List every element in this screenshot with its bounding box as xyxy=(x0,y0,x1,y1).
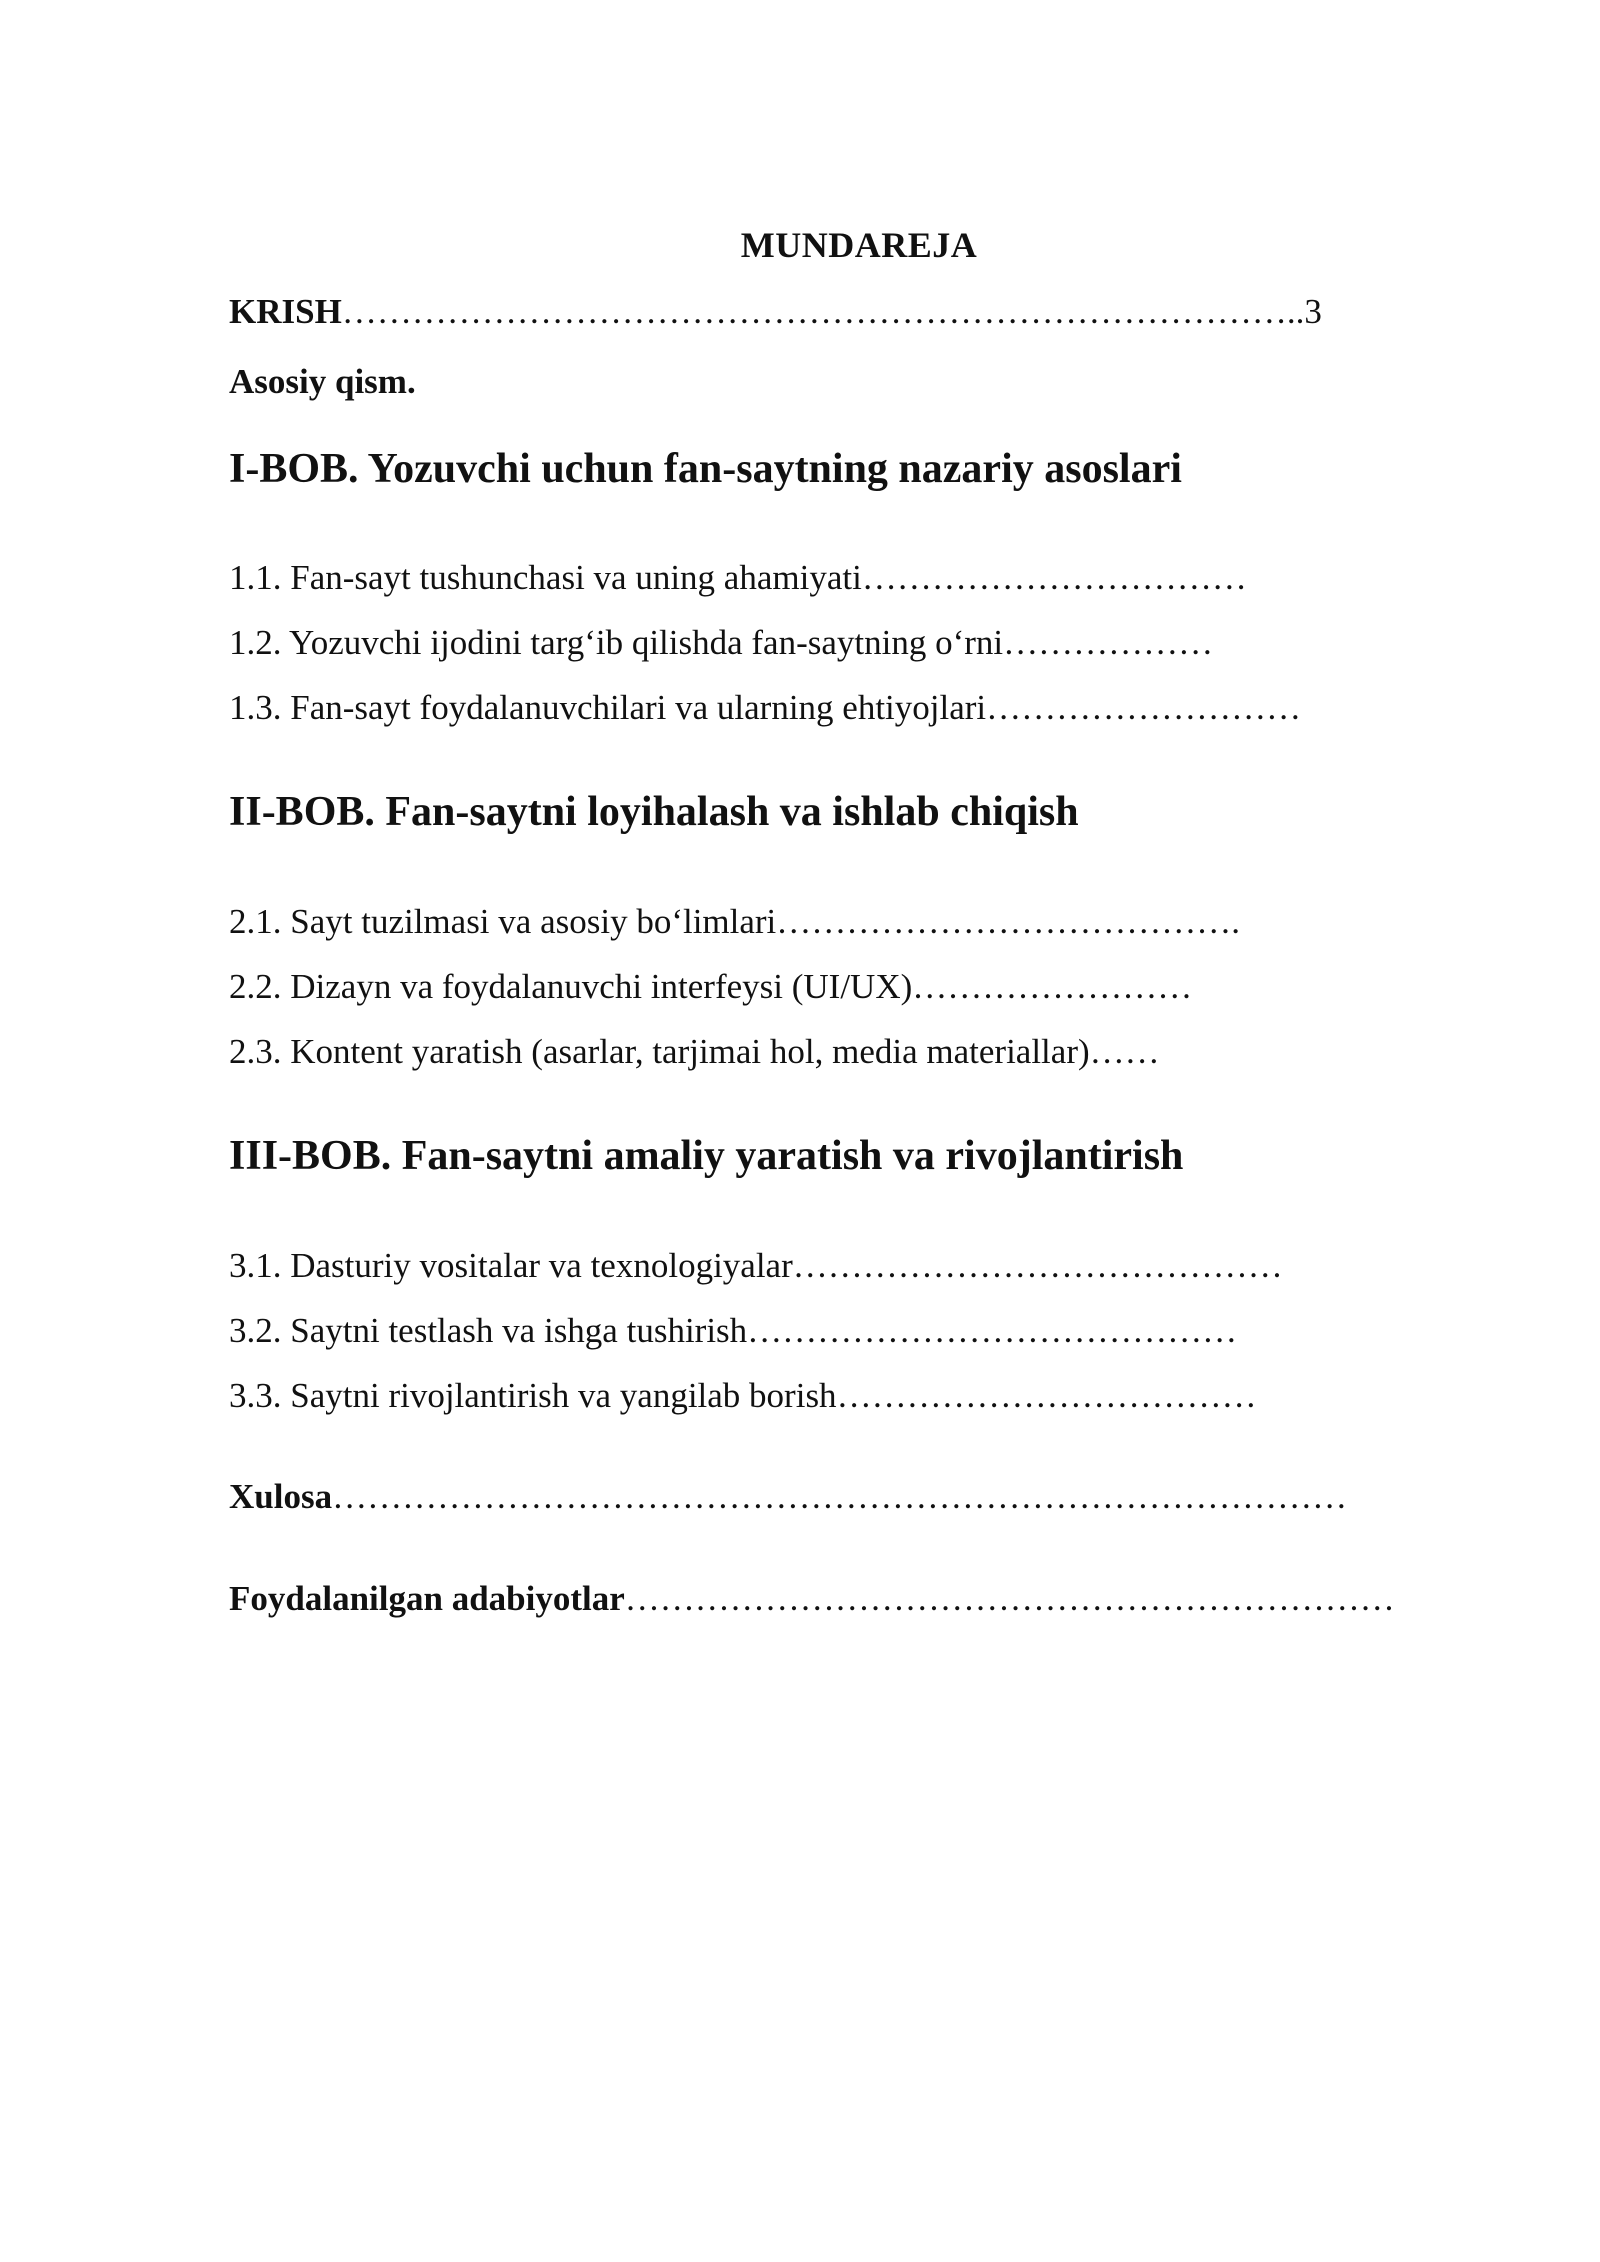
toc-section-label: 3.2. Saytni testlash va ishga tushirish xyxy=(229,1311,748,1350)
toc-leader-dots: …………………………………… xyxy=(792,1246,1283,1285)
toc-section-item xyxy=(229,969,1192,1004)
toc-page-number: 3 xyxy=(1304,292,1322,331)
toc-section-label: 3.1. Dasturiy vositalar va texnologiyalar xyxy=(229,1246,793,1285)
toc-entry-label: KRISH xyxy=(229,292,342,331)
toc-leader-dots: ……………………………… xyxy=(836,1376,1257,1415)
toc-section-label: 1.3. Fan-sayt foydalanuvchilari va ularning ehtiyojlari xyxy=(229,688,987,727)
toc-leader-dots: ………………………………………………………… xyxy=(624,1579,1395,1618)
toc-section-item xyxy=(229,1248,1283,1283)
toc-leader-dots: …… xyxy=(1089,1032,1160,1071)
chapter-heading: II-BOB. Fan-saytni loyihalash va ishlab chiqish xyxy=(229,789,1079,835)
toc-leader-dots: …………………………… xyxy=(861,558,1247,597)
toc-leader-dots: ……………………………………………………………………….. xyxy=(341,292,1305,331)
toc-entry-label: Xulosa xyxy=(229,1477,333,1516)
toc-leader-dots: …………………… xyxy=(912,967,1193,1006)
toc-section-item xyxy=(229,1034,1160,1069)
toc-entry-intro xyxy=(229,294,1322,329)
toc-section-item xyxy=(229,690,1301,725)
toc-entry-references xyxy=(229,1581,1395,1616)
toc-section-label: 2.1. Sayt tuzilmasi va asosiy bo‘limlari xyxy=(229,902,777,941)
chapter-heading: I-BOB. Yozuvchi uchun fan-saytning nazariy asoslari xyxy=(229,446,1182,492)
toc-entry-label: Foydalanilgan adabiyotlar xyxy=(229,1579,625,1618)
toc-leader-dots: …………………………………. xyxy=(776,902,1241,941)
toc-section-item xyxy=(229,1313,1237,1348)
page-title: MUNDAREJA xyxy=(740,225,978,265)
toc-section-item xyxy=(229,904,1240,939)
toc-section-item xyxy=(229,1378,1257,1413)
toc-leader-dots: …………………………………… xyxy=(747,1311,1238,1350)
toc-section-label: 2.3. Kontent yaratish (asarlar, tarjimai hol, media materiallar) xyxy=(229,1032,1090,1071)
chapter-heading: III-BOB. Fan-saytni amaliy yaratish va rivojlantirish xyxy=(229,1133,1184,1179)
toc-section-label: 1.2. Yozuvchi ijodini targ‘ib qilishda fan-saytning o‘rni xyxy=(229,623,1004,662)
main-part-heading: Asosiy qism. xyxy=(229,362,416,401)
toc-section-item xyxy=(229,560,1247,595)
toc-section-label: 3.3. Saytni rivojlantirish va yangilab borish xyxy=(229,1376,837,1415)
toc-section-label: 1.1. Fan-sayt tushunchasi va uning ahamiyati xyxy=(229,558,862,597)
toc-leader-dots: ……………………… xyxy=(986,688,1302,727)
toc-leader-dots: …………………………………………………………………………… xyxy=(332,1477,1348,1516)
toc-entry-conclusion xyxy=(229,1479,1347,1514)
toc-section-item xyxy=(229,625,1213,660)
toc-section-label: 2.2. Dizayn va foydalanuvchi interfeysi (UI/UX) xyxy=(229,967,913,1006)
toc-leader-dots: ……………… xyxy=(1003,623,1214,662)
